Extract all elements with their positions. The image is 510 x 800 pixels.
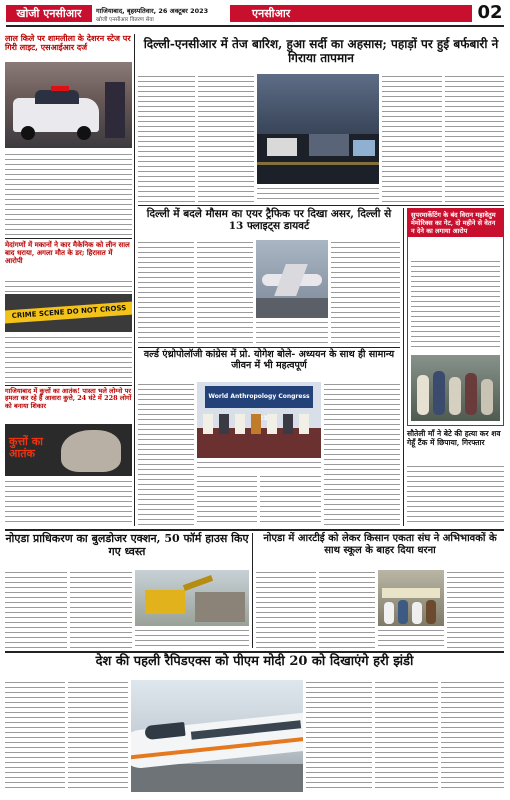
rapidx-train-photo	[131, 680, 303, 792]
noida1-body-col-3	[135, 628, 249, 648]
noida-mid-divider	[252, 533, 253, 648]
left-top-headline: लाल किले पर शामलीला के देशरन स्टेज पर गिरी लाइट, एसआईआर दर्ज	[5, 33, 131, 53]
story2-headline: दिल्ली में बदले मौसम का एयर ट्रैफिक पर दिखा असर, दिल्ली से 13 फ्लाइट्स डायवर्ट	[146, 208, 392, 233]
bottom-body-col-2	[68, 680, 128, 792]
congress-body-col-1	[138, 382, 194, 526]
left-low-body	[5, 479, 132, 524]
story2-photo-caption	[256, 320, 328, 344]
noida1-body-col-1	[5, 570, 67, 648]
story2-body-col-3	[331, 240, 400, 344]
left-divider-1	[5, 238, 132, 239]
lead-body-col-3	[382, 74, 442, 202]
crime-scene-banner: CRIME SCENE DO NOT CROSS	[5, 301, 132, 324]
left-divider-2	[5, 385, 132, 386]
left-column	[5, 34, 132, 526]
dog-terror-title: कुत्तों का आतंक	[9, 435, 44, 461]
noida1-headline: नोएडा प्राधिकरण का बुलडोजर एक्शन, 50 फॉर्म हाउस किए गए ध्वस्त	[5, 532, 249, 558]
noida-top-rule	[5, 529, 504, 531]
bottom-body-col-5	[441, 680, 504, 792]
airport-photo	[256, 240, 328, 318]
column-divider-left	[134, 34, 135, 526]
date-line: गाजियाबाद, बृहस्पतिवार, 26 अक्टूबर 2023	[96, 7, 209, 15]
section-bar	[230, 5, 472, 22]
conference-banner: World Anthropology Congress	[205, 386, 313, 408]
dog-terror-graphic	[5, 424, 132, 476]
noida2-photo-caption	[378, 628, 444, 648]
masthead-rule	[6, 25, 504, 27]
right-low-headline: सौतेली माँ ने बेटे की हत्या कर शव गेहूँ टैंक में छिपाया, गिरफ्तार	[407, 429, 501, 447]
right-box	[407, 208, 504, 426]
bottom-body-col-3	[306, 680, 372, 792]
left-low-headline: गाजियाबाद में कुत्तों का आतंक! पास्ता भले लोग्नो पर हमला कर रहे हैं आवारा कुत्ते, 24 घंटे में 228 लोगों को बनाया शिकार	[5, 387, 132, 410]
bottom-body-col-4	[375, 680, 438, 792]
sub-line: खोजी एनसीआर वितरण सेवा	[96, 17, 154, 23]
masthead	[6, 2, 504, 33]
conference-photo	[197, 382, 321, 458]
lead-headline: दिल्ली-एनसीआर में तेज बारिश, हुआ सर्दी का अहसास; पहाड़ों पर हुई बर्फबारी ने गिराया तापमान	[143, 37, 499, 65]
story2-body-col-1	[138, 240, 194, 344]
page-number: 02	[477, 2, 503, 23]
rte-protest-photo	[378, 570, 444, 626]
noida2-body-col-3	[447, 570, 504, 648]
police-car-photo	[5, 62, 132, 148]
congress-photo-caption	[197, 460, 321, 472]
congress-divider	[138, 347, 400, 348]
right-box-body	[411, 259, 500, 351]
protest-photo	[411, 355, 500, 421]
right-low-body-1	[407, 464, 504, 526]
right-box-headline: सुपरमार्केटिंग के बंद विरान महावेतुम मेमोरिक्स का गेट, दो महीने से वेतन न देने का लगाया आरोप	[408, 209, 503, 237]
left-mid-headline: मेदांगणों में मकानों ने कार मैकेनिक को लीन साल बाद धराया, अगला मौत के डर; हिरासत में आरोपी	[5, 240, 130, 266]
congress-headline: वर्ल्ड एंथ्रोपोलॉजी कांग्रेस में प्रो. योगेश बोले- अध्ययन के साथ ही सामान्य जीवन में भी महत्वपूर्ण	[143, 349, 395, 371]
bottom-headline: देश की पहली रैपिडएक्स को पीएम मोदी 20 को दिखाएंगे हरी झंडी	[95, 654, 414, 669]
section-label: एनसीआर	[252, 7, 291, 20]
bottom-body-col-1	[5, 680, 65, 792]
column-divider-right	[403, 208, 404, 526]
rain-traffic-photo	[257, 74, 379, 184]
noida2-headline: नोएडा में आरटीई को लेकर किसान एकता संघ ने अभिभावकों के साथ स्कूल के बाहर दिया धरना	[263, 533, 497, 556]
bulldozer-photo	[135, 570, 249, 626]
brand-logo: खोजी एनसीआर	[6, 5, 92, 22]
lead-divider	[138, 205, 504, 206]
left-mid-body-1	[5, 279, 132, 292]
congress-body-col-2	[197, 474, 257, 526]
left-mid-body-2	[5, 335, 132, 383]
congress-body-col-3	[260, 474, 321, 526]
lead-body-col-2	[198, 74, 254, 202]
noida2-body-col-1	[256, 570, 316, 648]
crime-scene-photo	[5, 294, 132, 332]
noida1-body-col-2	[70, 570, 132, 648]
bottom-top-rule	[5, 651, 504, 653]
story2-body-col-2	[197, 240, 253, 344]
lead-photo-caption	[257, 186, 379, 202]
left-top-body	[5, 152, 132, 236]
noida2-body-col-2	[319, 570, 375, 648]
lead-body-col-4	[445, 74, 504, 202]
congress-body-col-4	[324, 382, 400, 526]
lead-body-col-1	[138, 74, 195, 202]
